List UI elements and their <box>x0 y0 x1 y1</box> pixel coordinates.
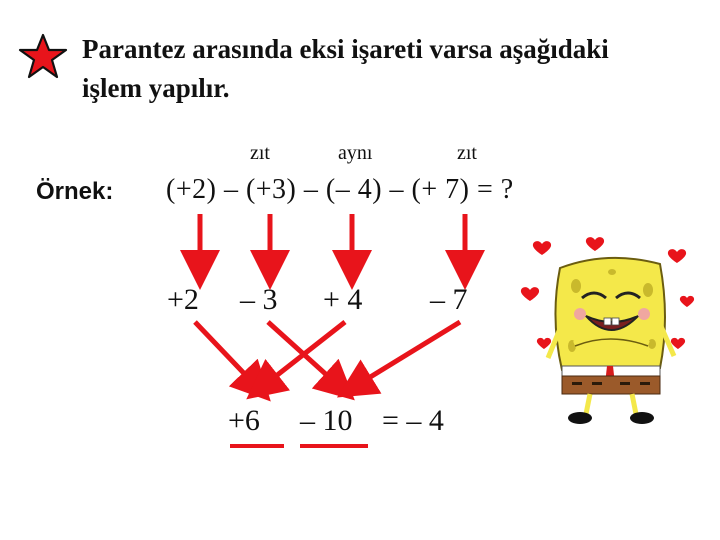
rule-title-line1: Parantez arasında eksi işareti varsa aşağıdaki <box>82 34 609 64</box>
term-4: – 7 <box>430 283 468 316</box>
arrow-minus7-to-sum <box>354 322 460 387</box>
label-opposite-2: zıt <box>457 142 477 164</box>
example-label: Örnek: <box>36 178 114 205</box>
arrow-plus2-to-sum <box>195 322 257 387</box>
term-3: + 4 <box>323 283 363 316</box>
spongebob-character-illustration <box>520 228 695 428</box>
label-opposite-1: zıt <box>250 142 270 164</box>
term-2: – 3 <box>240 283 278 316</box>
rule-title-line2: işlem yapılır. <box>82 73 230 103</box>
final-result: = – 4 <box>382 404 444 437</box>
partial-sum-positive: +6 <box>228 404 260 437</box>
label-same: aynı <box>338 142 373 164</box>
term-1: +2 <box>167 283 199 316</box>
partial-sum-negative: – 10 <box>300 404 353 437</box>
example-expression: (+2) – (+3) – (– 4) – (+ 7) = ? <box>166 174 514 205</box>
